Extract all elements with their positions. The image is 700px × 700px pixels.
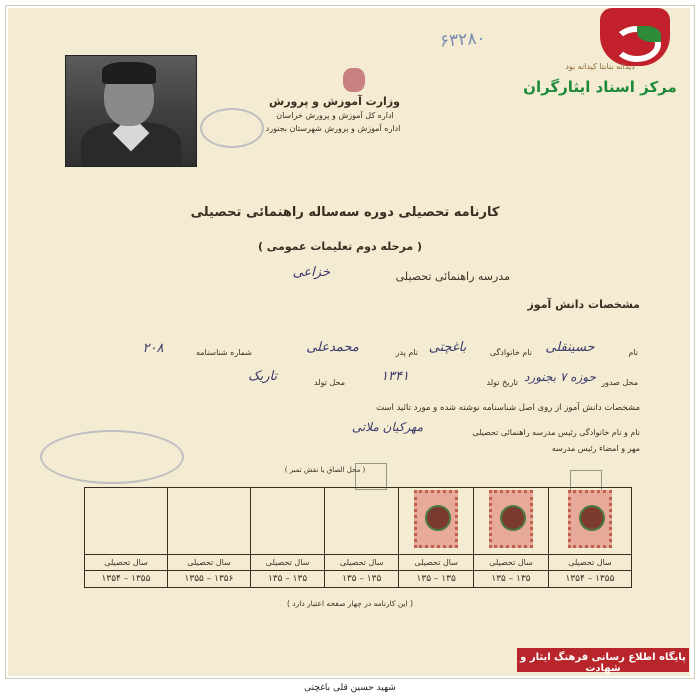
issue-place-label: محل صدور	[601, 378, 638, 387]
issue-place-value: حوزه ۷ بجنورد	[524, 370, 596, 384]
year-value: ۱۳۵ – ۱۳۵	[325, 571, 399, 588]
revenue-stamp	[414, 490, 458, 548]
id-number-label: شماره شناسنامه	[195, 348, 252, 357]
school-seal	[40, 430, 184, 484]
principal-signature: مهرکیان ملاتی	[351, 420, 424, 434]
page-title: کارنامه تحصیلی دوره سه‌ساله راهنمائی تحصیلی	[190, 205, 500, 220]
year-label: سال تحصیلی	[85, 555, 168, 571]
confirmation-text: مشخصات دانش آموز از روی اصل شناسنامه نوشته شده و مورد تائید است	[376, 403, 640, 413]
id-number-value: ۲۰۸	[142, 341, 164, 356]
header-general-office: اداره کل آموزش و پرورش خراسان	[276, 111, 394, 120]
red-emblem-icon	[343, 68, 365, 92]
logo-name: مرکز اسناد ایثارگران	[523, 78, 677, 96]
header-ministry: وزارت آموزش و پرورش	[269, 95, 400, 108]
grid-stamp-cell	[399, 488, 474, 555]
portal-name: پایگاه اطلاع رسانی فرهنگ ایثار و شهادت	[520, 652, 686, 674]
seal-label: مهر و امضاء رئیس مدرسه	[551, 444, 640, 453]
grid-stamp-cell	[168, 488, 251, 555]
revenue-stamp	[568, 490, 612, 548]
page-subtitle: ( مرحله دوم تعلیمات عمومی )	[257, 240, 423, 253]
revenue-stamp	[489, 490, 533, 548]
school-label: مدرسه راهنمائی تحصیلی	[395, 270, 510, 283]
birth-date-value: ۱۳۴۱	[381, 369, 409, 384]
grid-stamp-cell	[548, 488, 631, 555]
family-name-value: باغچتی	[428, 340, 467, 355]
student-photo	[65, 55, 197, 167]
year-label: سال تحصیلی	[168, 555, 251, 571]
photo-caption: شهید حسین قلی باغچتی	[304, 683, 396, 693]
first-name-value: حسینقلی	[545, 340, 595, 355]
grid-stamp-cell	[325, 488, 399, 555]
birth-place-label: محل تولد	[313, 378, 345, 387]
year-label: سال تحصیلی	[548, 555, 631, 571]
stamp-affix-note: ( محل الصاق یا نقش تمبر )	[284, 466, 366, 474]
header-local-office: اداره آموزش و پرورش شهرستان بجنورد	[265, 124, 401, 133]
section-title: مشخصات دانش آموز	[527, 298, 640, 311]
faded-seal-top	[200, 108, 264, 148]
year-label: سال تحصیلی	[325, 555, 399, 571]
stamp-outline-left	[355, 463, 387, 490]
grid-stamp-cell	[251, 488, 325, 555]
birth-place-value: تاریک	[247, 369, 278, 384]
father-label: نام پدر	[395, 348, 418, 357]
father-value: محمدعلی	[306, 340, 359, 355]
year-label: سال تحصیلی	[399, 555, 474, 571]
grid-stamp-cell	[85, 488, 168, 555]
first-name-label: نام	[628, 348, 638, 357]
year-value: ۱۳۵ – ۱۳۵	[399, 571, 474, 588]
year-value: ۱۳۵ – ۱۳۵	[474, 571, 549, 588]
grid-stamp-cell	[474, 488, 549, 555]
principal-label: نام و نام خانوادگی رئیس مدرسه راهنمائی تحصیلی	[472, 428, 640, 437]
year-value: ۱۳۵۴ – ۱۳۵۵	[85, 571, 168, 588]
footer-note: ( این کارنامه در چهار صفحه اعتبار دارد )	[286, 599, 414, 608]
year-value: ۱۳۵۴ – ۱۳۵۵	[548, 571, 631, 588]
year-label: سال تحصیلی	[474, 555, 549, 571]
year-value: ۱۳۵۵ – ۱۳۵۶	[168, 571, 251, 588]
year-label: سال تحصیلی	[251, 555, 325, 571]
year-value: ۱۳۵ – ۱۳۵	[251, 571, 325, 588]
birth-date-label: تاریخ تولد	[486, 378, 518, 387]
school-value: خزاعی	[292, 265, 330, 280]
reference-number: ۶۳۲۸۰	[439, 28, 487, 52]
logo-tagline: دیدانه بنابتا کیدانه بود	[565, 62, 635, 71]
family-name-label: نام خانوادگی	[489, 348, 532, 357]
academic-years-grid	[84, 487, 632, 588]
